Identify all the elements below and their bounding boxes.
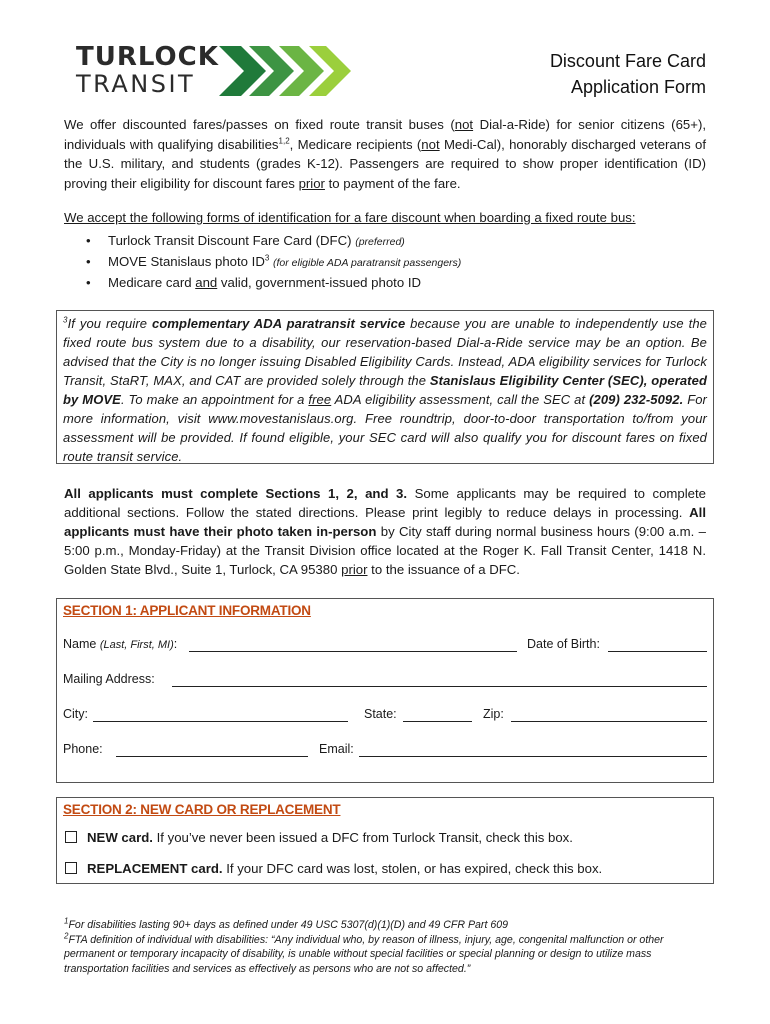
chevron-arrows-icon: [219, 46, 351, 96]
turlock-transit-logo: [76, 44, 356, 96]
intro-paragraph: We offer discounted fares/passes on fixed route transit buses (not Dial-a-Ride) for senior citizens (65+), individuals with qualifying disabilities$^{1,2}$, Medicare recipients (not Medi-Cal), honorably discharged veterans of the U.S. military, and students (grades K-12). Passengers are required to show proper identification (ID) proving their eligibility for discount fares prior to payment of the fare.: [64, 117, 707, 191]
section-new-or-replacement: [56, 797, 714, 884]
dob-field[interactable]: [608, 651, 707, 652]
city-field[interactable]: [93, 721, 348, 722]
phone-field[interactable]: [116, 756, 308, 757]
new-card-checkbox[interactable]: [65, 831, 77, 843]
phone-email-row: [63, 742, 707, 762]
section-2-title: SECTION 2: NEW CARD OR REPLACEMENT: [63, 802, 341, 817]
state-field[interactable]: [403, 721, 472, 722]
footnote-1: $^1$For disabilities lasting 90+ days as defined under 49 USC 5307(d)(1)(D) and 49 CFR Part 609: [64, 916, 509, 931]
city-label: City:: [63, 707, 88, 721]
zip-label: Zip:: [483, 707, 504, 721]
name-field[interactable]: [189, 651, 517, 652]
city-state-zip-row: [63, 707, 707, 727]
accepted-id-list: [86, 231, 461, 293]
section-1-title: SECTION 1: APPLICANT INFORMATION: [63, 603, 311, 618]
section-applicant-information: [56, 598, 714, 783]
zip-field[interactable]: [511, 721, 707, 722]
list-item: • MOVE Stanislaus photo $ID^3$ (for eligible ADA paratransit passengers): [86, 252, 461, 273]
footnotes: [64, 918, 714, 976]
name-row: [63, 637, 707, 657]
list-item: • Medicare card and valid, government-issued photo ID: [86, 273, 461, 293]
accepted-id-heading: We accept the following forms of identification for a fare discount when boarding a fixed route bus:: [64, 210, 636, 225]
form-title-line-2: Application Form: [570, 77, 706, 97]
email-label: Email:: [319, 742, 354, 756]
replacement-card-option: REPLACEMENT card. If your DFC card was lost, stolen, or has expired, check this box.: [65, 861, 602, 876]
footnote-2: $^2$FTA definition of individual with disabilities: “Any individual who, by reason of illness, injury, age, congenital malfunction or other permanent or temporary incapacity of disability, is unable without special facilities or special planning or design to utilize mass transportation facilities and services as effectively as persons who are not so affected.”: [64, 930, 664, 975]
replacement-card-checkbox[interactable]: [65, 862, 77, 874]
new-card-option: NEW card. If you’ve never been issued a DFC from Turlock Transit, check this box.: [65, 830, 573, 845]
address-label: Mailing Address:: [63, 672, 155, 686]
form-title: [550, 48, 706, 100]
applicant-instructions: All applicants must complete Sections 1, 2, and 3. Some applicants may be required to complete additional sections. Follow the stated directions. Please print legibly to reduce delays in processing. All applicants must have their photo taken in-person by City staff during normal business hours (9:00 a.m. – 5:00 p.m., Monday-Friday) at the Transit Division office located at the Roger K. Fall Transit Center, 1418 N. Golden State Blvd., Suite 1, Turlock, CA 95380 prior to the issuance of a DFC.: [64, 486, 706, 577]
form-title-line-1: Discount Fare Card: [549, 51, 706, 71]
email-field[interactable]: [359, 756, 707, 757]
mailing-address-field[interactable]: [172, 686, 707, 687]
phone-label: Phone:: [63, 742, 103, 756]
dob-label: Date of Birth:: [527, 637, 600, 651]
name-label: Name (Last, First, MI):: [63, 637, 178, 651]
address-row: [63, 672, 707, 692]
state-label: State:: [364, 707, 397, 721]
ada-paratransit-note: $^3$If you require complementary ADA paratransit service because you are unable to independently use the fixed route bus system due to a disability, our reservation-based Dial-a-Ride service may be an option. Be advised that the City is no longer issuing Disabled Eligibility Cards. Instead, ADA eligibility services for Turlock Transit, StaRT, MAX, and CAT are provided solely through the Stanislaus Eligibility Center (SEC), operated by MOVE. To make an appointment for a free ADA eligibility assessment, call the SEC at (209) 232-5092. For more information, visit www.movestanislaus.org. Free roundtrip, door-to-door transportation to/from your assessment will be provided. If found eligible, your SEC card will also qualify you for discount fares on fixed route transit service.: [56, 310, 714, 464]
list-item: • Turlock Transit Discount Fare Card (DFC) (preferred): [86, 231, 461, 252]
logo-line-1: TURLOCK: [76, 42, 219, 72]
logo-line-2: TRANSIT: [76, 70, 196, 98]
